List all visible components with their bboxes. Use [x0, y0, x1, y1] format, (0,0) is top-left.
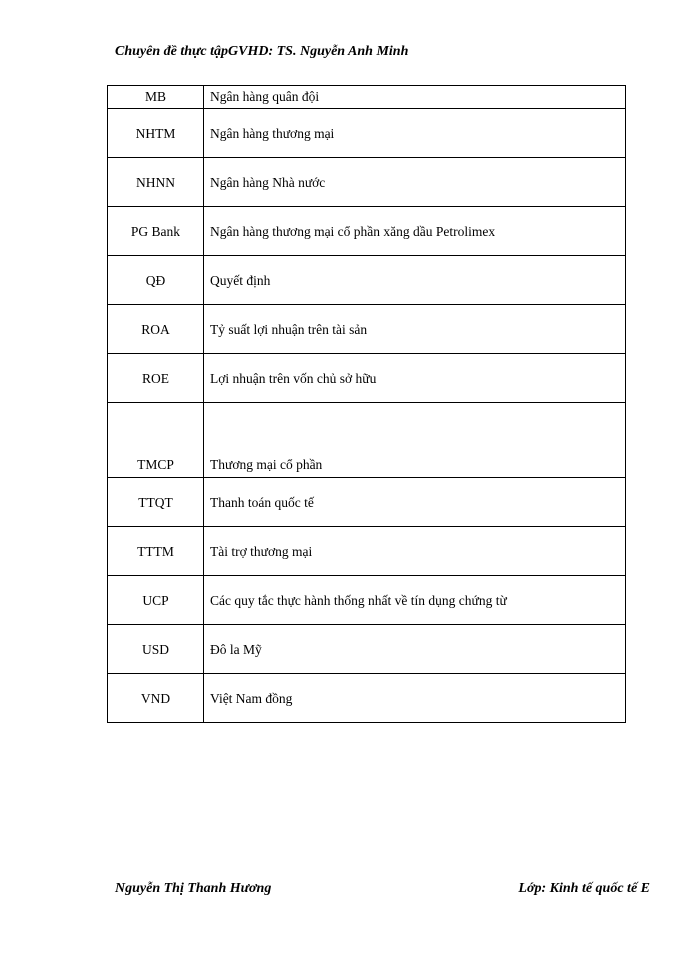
footer-author: Nguyễn Thị Thanh Hương [115, 881, 272, 896]
table-row [108, 305, 626, 354]
meaning-cell: Ngân hàng thương mại cổ phần xăng dầu Petrolimex [204, 207, 626, 256]
abbreviation-cell: ROA [108, 305, 204, 354]
abbreviation-cell: QĐ [108, 256, 204, 305]
abbreviation-table [107, 85, 626, 723]
abbreviation-cell: NHTM [108, 109, 204, 158]
abbreviation-cell: PG Bank [108, 207, 204, 256]
page-header: Chuyên đề thực tậpGVHD: TS. Nguyễn Anh Minh [115, 44, 409, 59]
table-row [108, 207, 626, 256]
abbreviation-cell: TTTM [108, 527, 204, 576]
abbreviation-cell: TTQT [108, 478, 204, 527]
abbreviation-cell: TMCP [108, 403, 204, 478]
abbreviation-cell: UCP [108, 576, 204, 625]
table-row [108, 403, 626, 478]
meaning-cell: Thương mại cổ phần [204, 403, 626, 478]
table-row [108, 86, 626, 109]
meaning-cell: Việt Nam đồng [204, 674, 626, 723]
table-row [108, 158, 626, 207]
abbreviation-cell: ROE [108, 354, 204, 403]
table-row [108, 354, 626, 403]
table-row [108, 625, 626, 674]
meaning-cell: Các quy tắc thực hành thống nhất về tín dụng chứng từ [204, 576, 626, 625]
abbreviation-cell: MB [108, 86, 204, 109]
footer-class: Lớp: Kinh tế quốc tế E [518, 881, 650, 896]
meaning-cell: Tài trợ thương mại [204, 527, 626, 576]
abbreviation-cell: USD [108, 625, 204, 674]
table-row [108, 478, 626, 527]
meaning-cell: Quyết định [204, 256, 626, 305]
table-row [108, 674, 626, 723]
abbreviation-cell: VND [108, 674, 204, 723]
meaning-cell: Tỷ suất lợi nhuận trên tài sản [204, 305, 626, 354]
table-row [108, 256, 626, 305]
meaning-cell: Thanh toán quốc tế [204, 478, 626, 527]
table-row [108, 576, 626, 625]
table-row [108, 109, 626, 158]
table-row [108, 527, 626, 576]
abbreviation-cell: NHNN [108, 158, 204, 207]
meaning-cell: Lợi nhuận trên vốn chủ sở hữu [204, 354, 626, 403]
meaning-cell: Ngân hàng Nhà nước [204, 158, 626, 207]
meaning-cell: Ngân hàng thương mại [204, 109, 626, 158]
meaning-cell: Ngân hàng quân đội [204, 86, 626, 109]
meaning-cell: Đô la Mỹ [204, 625, 626, 674]
